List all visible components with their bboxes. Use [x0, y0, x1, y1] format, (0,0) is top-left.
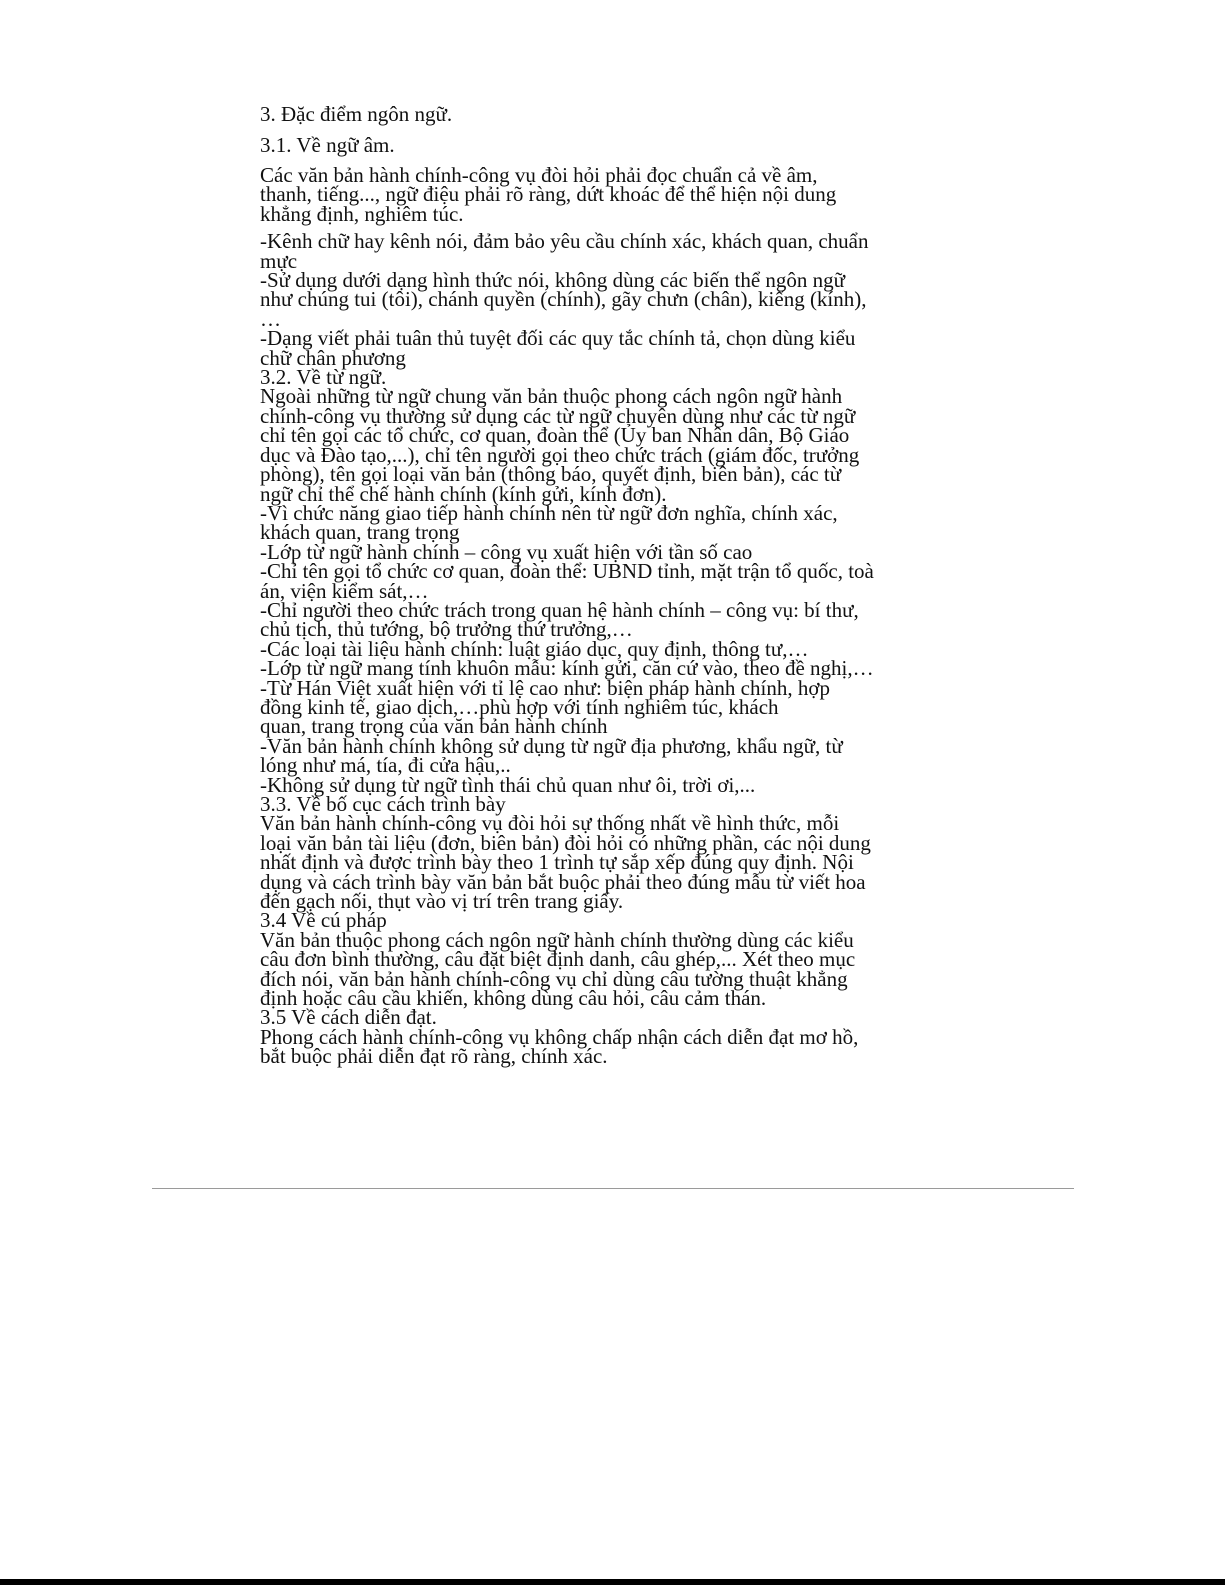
text-line: -Kênh chữ hay kênh nói, đảm bảo yêu cầu chính xác, khách quan, chuẩn [260, 229, 869, 254]
text-line: ngữ chỉ thể chế hành chính (kính gửi, kính đơn). [260, 481, 667, 506]
section-3-1-paragraph [260, 163, 970, 226]
text-line: dụng và cách trình bày văn bản bắt buộc phải theo đúng mẫu từ viết hoa [260, 869, 866, 894]
text-line: -Lớp từ ngữ hành chính – công vụ xuất hiện với tần số cao [260, 539, 753, 564]
text-line: quan, trang trọng của văn bản hành chính [260, 714, 608, 739]
section-3-1-title: 3.1. Về ngữ âm. [260, 133, 395, 157]
bottom-border [0, 1579, 1225, 1585]
text-line: thanh, tiếng..., ngữ điệu phải rõ ràng, dứt khoác để thể hiện nội dung [260, 182, 837, 207]
text-line: đến gạch nối, thụt vào vị trí trên trang giấy. [260, 889, 624, 914]
text-line: Văn bản thuộc phong cách ngôn ngữ hành chính thường dùng các kiểu [260, 927, 854, 952]
text-line: khách quan, trang trọng [260, 520, 460, 545]
section-3-2-to-3-5 [260, 365, 970, 1069]
text-line: Ngoài những từ ngữ chung văn bản thuộc phong cách ngôn ngữ hành [260, 384, 843, 409]
text-line: -Văn bản hành chính không sử dụng từ ngữ địa phương, khẩu ngữ, từ [260, 733, 843, 758]
text-line: 3.4 Về cú pháp [260, 908, 387, 933]
text-line: chỉ tên gọi các tổ chức, cơ quan, đoàn thể (Ủy ban Nhân dân, Bộ Giáo [260, 423, 850, 448]
text-line: … [260, 306, 281, 331]
text-line: 3.3. Về bố cục cách trình bày [260, 792, 506, 816]
text-line: chủ tịch, thủ tướng, bộ trưởng thứ trưởng,… [260, 617, 633, 642]
text-line: câu đơn bình thường, câu đặt biệt định danh, câu ghép,... Xét theo mục [260, 947, 856, 972]
text-line: nhất định và được trình bày theo 1 trình tự sắp xếp đúng quy định. Nội [260, 850, 854, 875]
text-line: -Sử dụng dưới dạng hình thức nói, không dùng các biến thể ngôn ngữ [260, 268, 846, 293]
document-body [260, 102, 970, 1067]
text-line: -Vì chức năng giao tiếp hành chính nên từ ngữ đơn nghĩa, chính xác, [260, 500, 838, 525]
text-line: -Không sử dụng từ ngữ tình thái chủ quan như ôi, trời ơi,... [260, 772, 756, 797]
text-line: đích nói, văn bản hành chính-công vụ chỉ dùng câu tường thuật khẳng [260, 966, 848, 991]
section-3-1-bullets [260, 229, 970, 370]
text-line: định hoặc câu cầu khiến, không dùng câu hỏi, câu cảm thán. [260, 986, 767, 1011]
text-line: chữ chân phương [260, 345, 406, 370]
text-line: -Chỉ người theo chức trách trong quan hệ hành chính – công vụ: bí thư, [260, 597, 859, 622]
text-line: loại văn bản tài liệu (đơn, biên bản) đòi hỏi có những phần, các nội dung [260, 830, 871, 855]
text-line: -Dạng viết phải tuân thủ tuyệt đối các quy tắc chính tả, chọn dùng kiểu [260, 326, 856, 351]
text-line: -Từ Hán Việt xuất hiện với tỉ lệ cao như: biện pháp hành chính, hợp [260, 675, 830, 700]
text-line: phòng), tên gọi loại văn bản (thông báo, quyết định, biên bản), các từ [260, 462, 842, 487]
text-line: -Chỉ tên gọi tổ chức cơ quan, đoàn thể: UBND tỉnh, mặt trận tổ quốc, toà [260, 559, 874, 584]
text-line: đồng kinh tế, giao dịch,…phù hợp với tính nghiêm túc, khách [260, 694, 779, 719]
text-line: lóng như má, tía, đi cửa hậu,.. [260, 753, 511, 778]
text-line: Văn bản hành chính-công vụ đòi hỏi sự thống nhất về hình thức, mỗi [260, 811, 840, 836]
text-line: -Lớp từ ngữ mang tính khuôn mẫu: kính gửi, căn cứ vào, theo đề nghị,… [260, 656, 874, 681]
text-line: chính-công vụ thường sử dụng các từ ngữ chuyên dùng như các từ ngữ [260, 403, 856, 428]
text-line: mực [260, 248, 298, 273]
text-line: Phong cách hành chính-công vụ không chấp nhận cách diễn đạt mơ hồ, [260, 1024, 859, 1049]
text-line: dục và Đào tạo,...), chỉ tên người gọi theo chức trách (giám đốc, trưởng [260, 442, 860, 467]
text-line: Các văn bản hành chính-công vụ đòi hỏi phải đọc chuẩn cả về âm, [260, 163, 818, 187]
page-divider [152, 1188, 1074, 1189]
text-line: như chúng tui (tôi), chánh quyền (chính), gãy chưn (chân), kiếng (kính), [260, 287, 867, 312]
text-line: 3.2. Về từ ngữ. [260, 365, 387, 390]
text-line: -Các loại tài liệu hành chính: luật giáo dục, quy định, thông tư,… [260, 636, 809, 661]
text-line: án, viện kiểm sát,… [260, 578, 429, 603]
text-line: 3.5 Về cách diễn đạt. [260, 1005, 437, 1030]
text-line: bắt buộc phải diễn đạt rõ ràng, chính xác. [260, 1044, 608, 1069]
text-line: khẳng định, nghiêm túc. [260, 201, 464, 226]
section-heading: 3. Đặc điểm ngôn ngữ. [260, 102, 453, 126]
